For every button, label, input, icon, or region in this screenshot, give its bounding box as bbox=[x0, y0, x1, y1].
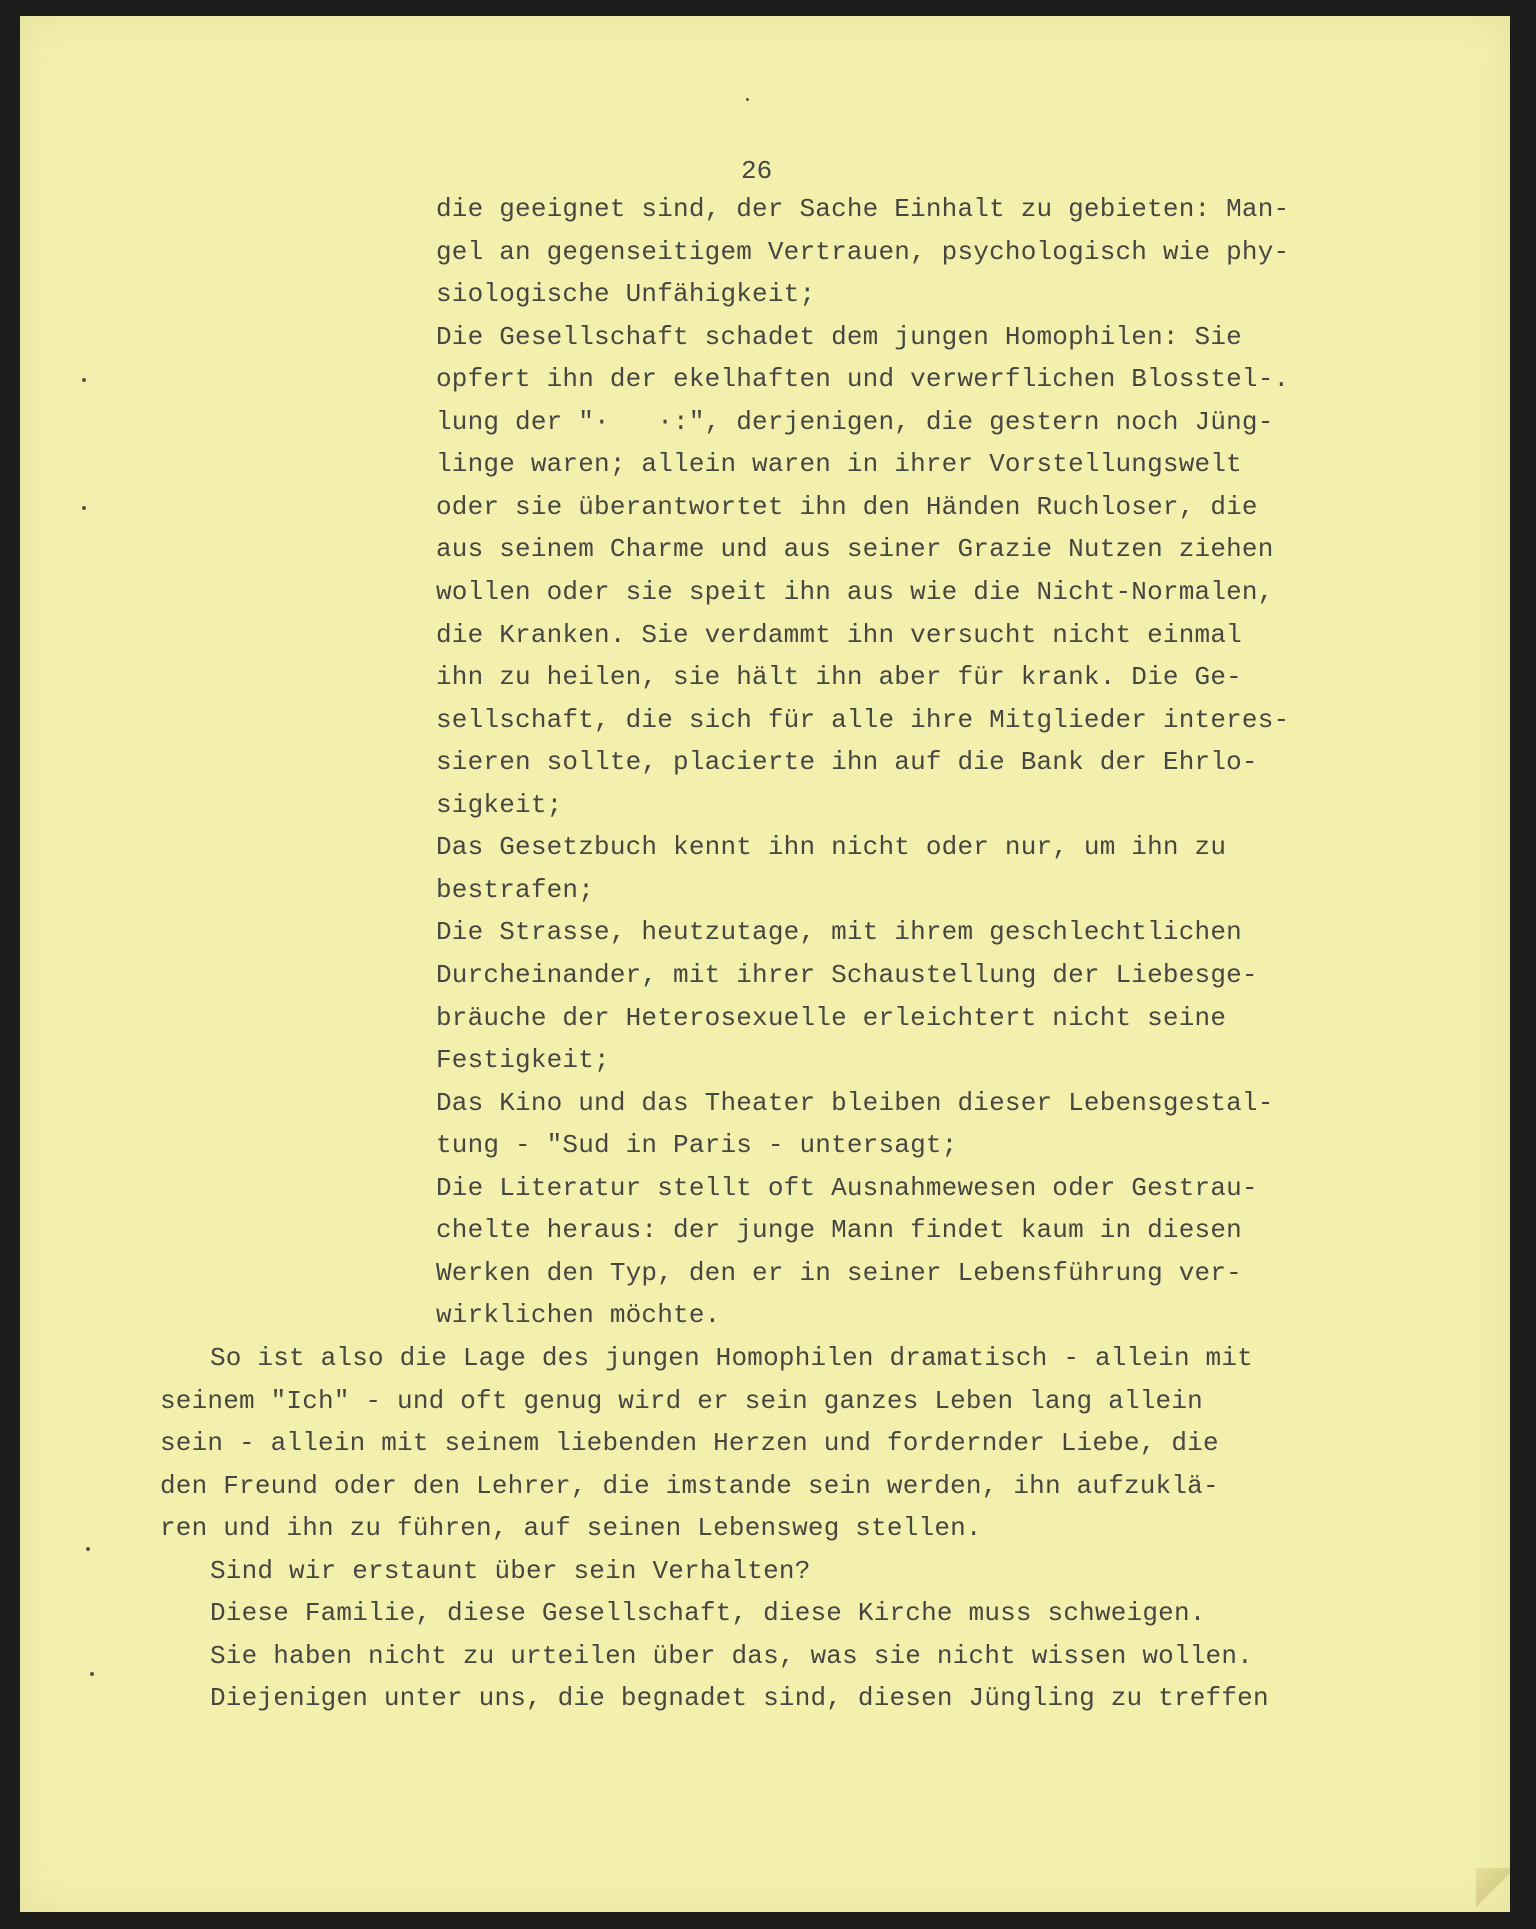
text-line: oder sie überantwortet ihn den Händen Ruchloser, die bbox=[436, 492, 1258, 522]
text-line: Die Gesellschaft schadet dem jungen Homophilen: Sie bbox=[436, 322, 1242, 352]
text-line: chelte heraus: der junge Mann findet kaum in diesen bbox=[436, 1215, 1242, 1245]
text-line: linge waren; allein waren in ihrer Vorstellungswelt bbox=[436, 449, 1242, 479]
text-line: sieren sollte, placierte ihn auf die Bank der Ehrlo- bbox=[436, 747, 1258, 777]
document-page bbox=[20, 16, 1510, 1912]
text-line: Sind wir erstaunt über sein Verhalten? bbox=[210, 1556, 811, 1586]
text-line: Werken den Typ, den er in seiner Lebensführung ver- bbox=[436, 1258, 1242, 1288]
text-line: sellschaft, die sich für alle ihre Mitglieder interes- bbox=[436, 705, 1290, 735]
text-line: Das Kino und das Theater bleiben dieser Lebensgestal- bbox=[436, 1088, 1274, 1118]
text-line: sein - allein mit seinem liebenden Herzen und fordernder Liebe, die bbox=[160, 1428, 1219, 1458]
margin-mark bbox=[746, 98, 749, 101]
text-line: Das Gesetzbuch kennt ihn nicht oder nur, um ihn zu bbox=[436, 832, 1227, 862]
text-line: siologische Unfähigkeit; bbox=[436, 279, 816, 309]
text-line: tung - "Sud in Paris - untersagt; bbox=[436, 1130, 958, 1160]
text-line: die geeignet sind, der Sache Einhalt zu gebieten: Man- bbox=[436, 194, 1290, 224]
text-line: Diese Familie, diese Gesellschaft, diese Kirche muss schweigen. bbox=[210, 1598, 1206, 1628]
text-line: lung der "· ·:", derjenigen, die gestern noch Jüng- bbox=[436, 407, 1274, 437]
text-line: bräuche der Heterosexuelle erleichtert nicht seine bbox=[436, 1003, 1227, 1033]
text-line: opfert ihn der ekelhaften und verwerflichen Blosstel-. bbox=[436, 364, 1290, 394]
folded-corner bbox=[1476, 1868, 1510, 1912]
text-line: aus seinem Charme und aus seiner Grazie Nutzen ziehen bbox=[436, 534, 1274, 564]
text-line: Die Literatur stellt oft Ausnahmewesen oder Gestrau- bbox=[436, 1173, 1258, 1203]
text-line: den Freund oder den Lehrer, die imstande sein werden, ihn aufzuklä- bbox=[160, 1471, 1219, 1501]
text-line: gel an gegenseitigem Vertrauen, psychologisch wie phy- bbox=[436, 237, 1290, 267]
text-line: ihn zu heilen, sie hält ihn aber für krank. Die Ge- bbox=[436, 662, 1242, 692]
text-line: So ist also die Lage des jungen Homophilen dramatisch - allein mit bbox=[210, 1343, 1253, 1373]
margin-mark bbox=[86, 1547, 90, 1551]
text-line: Durcheinander, mit ihrer Schaustellung der Liebesge- bbox=[436, 960, 1258, 990]
margin-mark bbox=[90, 1672, 94, 1676]
text-line: Festigkeit; bbox=[436, 1045, 610, 1075]
text-line: wirklichen möchte. bbox=[436, 1300, 721, 1330]
text-line: Sie haben nicht zu urteilen über das, was sie nicht wissen wollen. bbox=[210, 1641, 1253, 1671]
text-line: ren und ihn zu führen, auf seinen Lebensweg stellen. bbox=[160, 1513, 982, 1543]
text-line: Die Strasse, heutzutage, mit ihrem geschlechtlichen bbox=[436, 917, 1242, 947]
text-line: Diejenigen unter uns, die begnadet sind, diesen Jüngling zu treffen bbox=[210, 1683, 1269, 1713]
text-line: die Kranken. Sie verdammt ihn versucht nicht einmal bbox=[436, 620, 1242, 650]
text-line: wollen oder sie speit ihn aus wie die Nicht-Normalen, bbox=[436, 577, 1274, 607]
margin-mark bbox=[82, 378, 86, 382]
text-line: sigkeit; bbox=[436, 790, 563, 820]
text-line: bestrafen; bbox=[436, 875, 595, 905]
margin-mark bbox=[82, 506, 86, 510]
text-line: seinem "Ich" - und oft genug wird er sein ganzes Leben lang allein bbox=[160, 1386, 1203, 1416]
page-number: 26 bbox=[741, 156, 773, 186]
